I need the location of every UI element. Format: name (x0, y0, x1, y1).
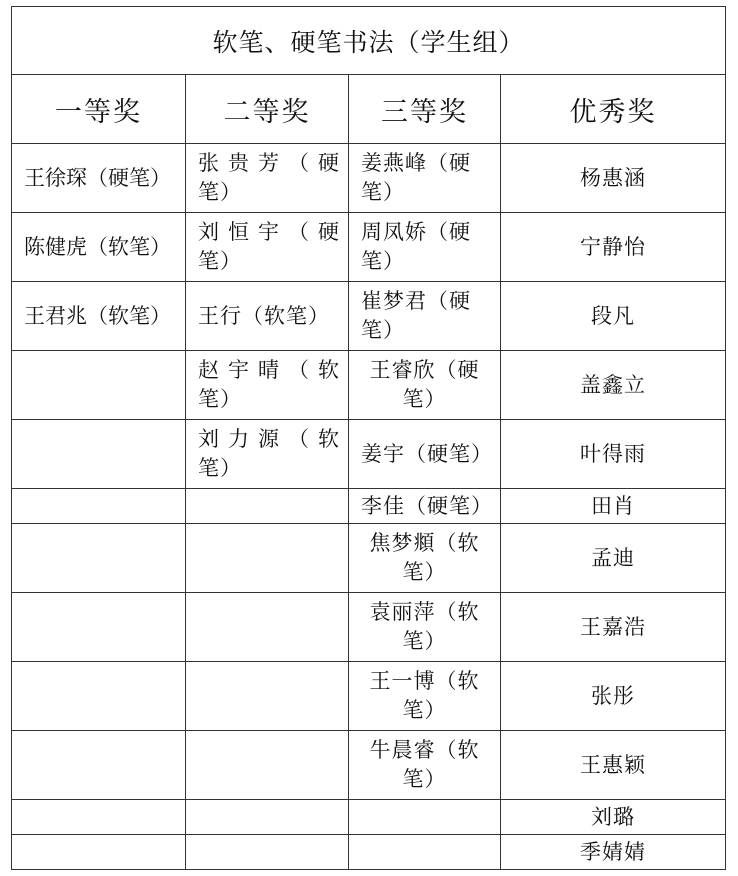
cell (186, 213, 349, 282)
cell (501, 800, 726, 835)
cell (349, 662, 501, 731)
cell (186, 800, 349, 835)
cell (501, 731, 726, 800)
cell (186, 420, 349, 489)
table-row (12, 282, 726, 351)
cell-text: 王行（软笔） (198, 303, 330, 328)
cell (501, 144, 726, 213)
header-excellence-prize: 优秀奖 (501, 75, 726, 144)
cell-text: 焦梦頫（软笔） (369, 531, 480, 584)
table-row (12, 593, 726, 662)
table-row (12, 662, 726, 731)
table-row (12, 835, 726, 870)
cell-text: 王一博（软笔） (369, 669, 480, 722)
cell (501, 593, 726, 662)
cell (349, 835, 501, 870)
cell (12, 420, 186, 489)
cell-text: 田肖 (591, 493, 635, 518)
cell-text: 盖鑫立 (580, 372, 646, 397)
cell (501, 351, 726, 420)
table-row (12, 524, 726, 593)
cell (12, 282, 186, 351)
cell-text: 姜宇（硬笔） (361, 441, 493, 466)
table-row (12, 489, 726, 524)
cell (349, 593, 501, 662)
cell (186, 731, 349, 800)
header-second-prize: 二等奖 (186, 75, 349, 144)
cell-text: 张贵芳（硬笔） (198, 151, 340, 204)
cell (186, 593, 349, 662)
cell (501, 420, 726, 489)
cell (186, 524, 349, 593)
header-first-prize: 一等奖 (12, 75, 186, 144)
cell (12, 662, 186, 731)
cell-text: 杨惠涵 (580, 165, 646, 190)
table-row (12, 213, 726, 282)
cell-text: 陈健虎（软笔） (24, 234, 171, 259)
table-row (12, 351, 726, 420)
cell-text: 王睿欣（硬笔） (369, 358, 480, 411)
cell-text: 周凤娇（硬笔） (361, 220, 471, 273)
header-row (12, 75, 726, 144)
cell (12, 144, 186, 213)
cell (12, 731, 186, 800)
cell (12, 351, 186, 420)
cell-text: 宁静怡 (580, 234, 646, 259)
cell (186, 351, 349, 420)
cell-text: 姜燕峰（硬笔） (361, 151, 471, 204)
table-row (12, 420, 726, 489)
cell (349, 489, 501, 524)
cell-text: 王君兆（软笔） (24, 303, 171, 328)
cell (501, 524, 726, 593)
cell (501, 213, 726, 282)
cell (349, 524, 501, 593)
cell-text: 叶得雨 (580, 441, 646, 466)
cell (501, 489, 726, 524)
table-row (12, 144, 726, 213)
cell-text: 王惠颖 (580, 752, 646, 777)
table-row (12, 800, 726, 835)
cell-text: 崔梦君（硬笔） (361, 289, 471, 342)
cell (12, 213, 186, 282)
cell (501, 662, 726, 731)
cell-text: 刘恒宇（硬笔） (198, 220, 340, 273)
cell-text: 季婧婧 (580, 839, 646, 864)
cell (501, 282, 726, 351)
table-title: 软笔、硬笔书法（学生组） (12, 7, 726, 75)
cell-text: 牛晨睿（软笔） (369, 738, 480, 791)
cell-text: 段凡 (591, 303, 635, 328)
cell (186, 835, 349, 870)
cell (349, 351, 501, 420)
cell (12, 489, 186, 524)
cell (349, 213, 501, 282)
awards-table (11, 6, 726, 870)
cell-text: 刘璐 (591, 804, 635, 829)
cell (186, 662, 349, 731)
cell (349, 731, 501, 800)
cell (186, 282, 349, 351)
cell (349, 282, 501, 351)
cell-text: 张彤 (591, 683, 635, 708)
cell-text: 孟迪 (591, 545, 635, 570)
cell (12, 835, 186, 870)
cell (349, 800, 501, 835)
cell-text: 王徐琛（硬笔） (24, 165, 171, 190)
cell (12, 800, 186, 835)
cell-text: 袁丽萍（软笔） (369, 600, 480, 653)
cell (349, 420, 501, 489)
cell (12, 524, 186, 593)
cell (186, 489, 349, 524)
table-row (12, 731, 726, 800)
cell (349, 144, 501, 213)
cell-text: 刘力源（软笔） (198, 427, 340, 480)
cell-text: 李佳（硬笔） (361, 493, 493, 518)
cell (12, 593, 186, 662)
cell-text: 王嘉浩 (580, 614, 646, 639)
cell (501, 835, 726, 870)
cell-text: 赵宇晴（软笔） (198, 358, 340, 411)
cell (186, 144, 349, 213)
header-third-prize: 三等奖 (349, 75, 501, 144)
